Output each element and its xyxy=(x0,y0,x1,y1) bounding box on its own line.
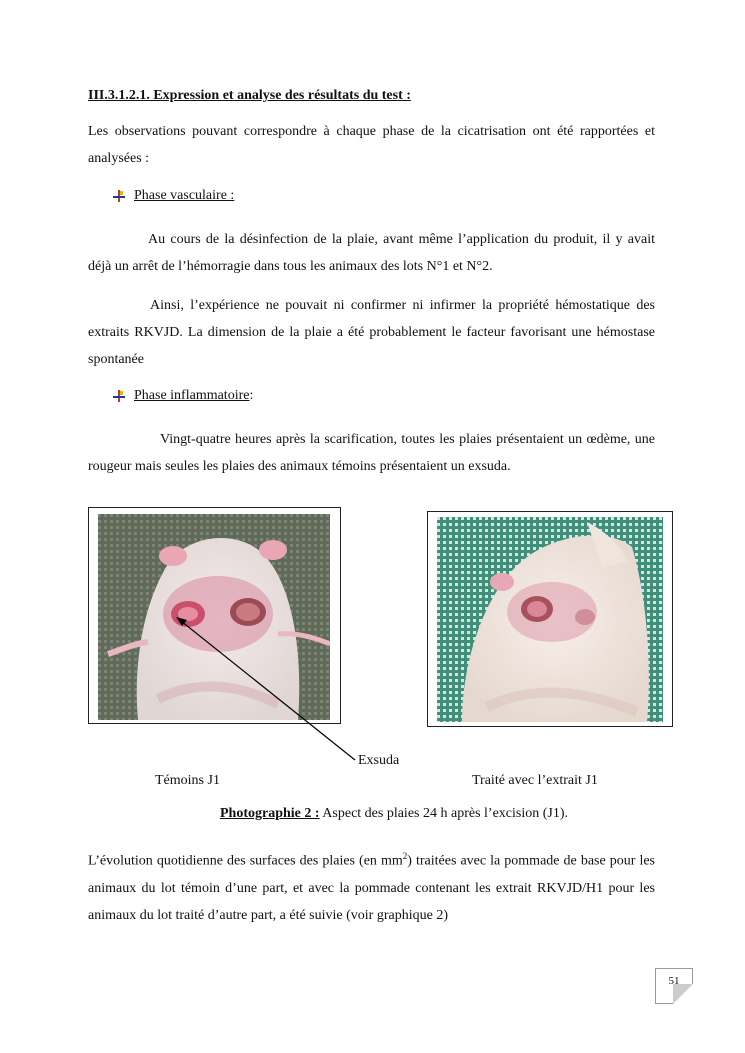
intro-paragraph: Les observations pouvant correspondre à chaque phase de la cicatrisation ont été rapportées et analysées : xyxy=(88,124,655,166)
vasculaire-paragraph-1: Au cours de la désinfection de la plaie, avant même l’application du produit, il y avait déjà un arrêt de l’hémorragie dans tous les animaux des lots N°1 et N°2. xyxy=(88,232,655,274)
phase-inflammatoire-suffix: : xyxy=(249,388,254,403)
page-number-box xyxy=(655,968,693,1004)
section-heading: III.3.1.2.1. Expression et analyse des résultats du test : xyxy=(88,88,411,103)
figure-text: Aspect des plaies 24 h après l’excision (J1). xyxy=(319,806,569,821)
inflammatoire-paragraph: Vingt-quatre heures après la scarification, toutes les plaies présentaient un œdème, une rougeur mais seules les plaies des animaux témoins présentaient un exsuda. xyxy=(88,432,655,474)
page-fold-icon xyxy=(673,984,693,1004)
phase-vasculaire-label: Phase vasculaire : xyxy=(134,188,235,203)
exsuda-annotation: Exsuda xyxy=(358,753,400,768)
closing-paragraph xyxy=(88,843,655,929)
caption-temoin: Témoins J1 xyxy=(155,773,220,788)
caption-traite: Traité avec l’extrait J1 xyxy=(472,773,598,788)
closing-part-1: L’évolution quotidienne des surfaces des plaies (en mm xyxy=(88,853,403,869)
closing-superscript: 2 xyxy=(402,851,408,861)
figure-caption xyxy=(220,806,568,822)
figure-label: Photographie 2 : xyxy=(220,806,320,821)
vasculaire-paragraph-2: Ainsi, l’expérience ne pouvait ni confirmer ni infirmer la propriété hémostatique des extraits RKVJD. La dimension de la plaie a été probablement le facteur favorisant une hémostase spontanée xyxy=(88,298,655,367)
phase-inflammatoire-label: Phase inflammatoire xyxy=(134,388,250,403)
closing-part-2: ) traitées avec la pommade de base pour les animaux du lot témoin d’une part, et avec la pommade contenant les extrait RKVJD/H1 pour les animaux du lot traité d’autre part, a été suivie (voir graphique 2) xyxy=(88,853,656,923)
page-number: 51 xyxy=(668,975,680,987)
